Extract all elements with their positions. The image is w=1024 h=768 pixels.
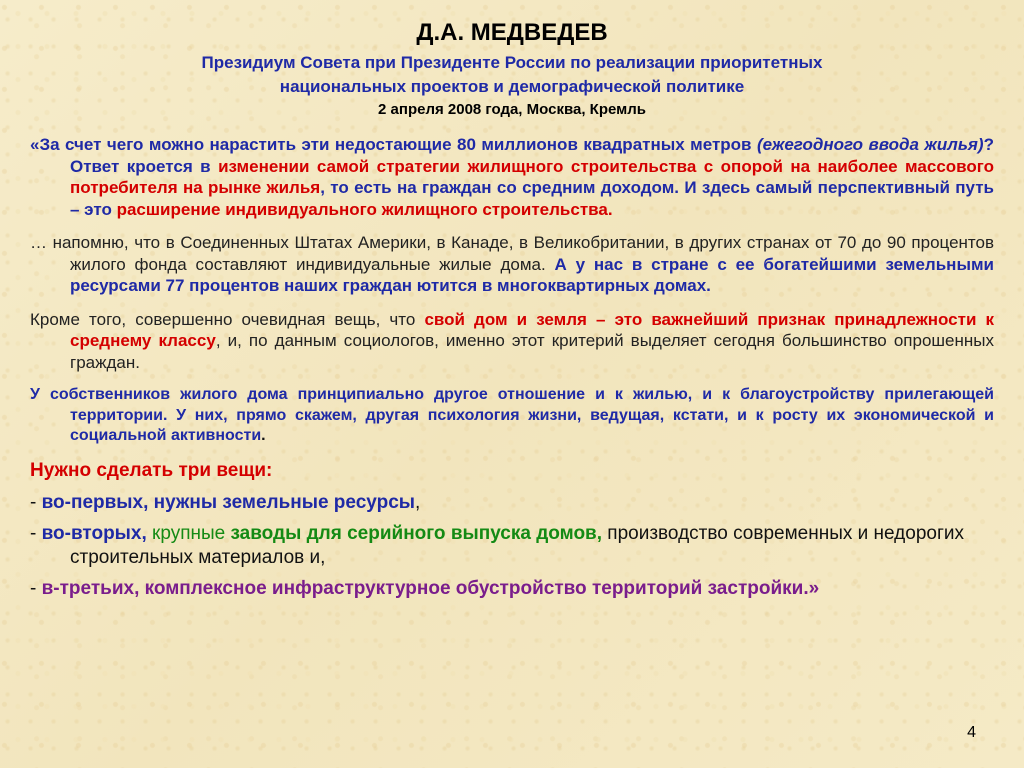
paragraph-foreign-housing <box>30 232 994 297</box>
subtitle-line-1: Президиум Совета при Президенте России по реализации приоритетных <box>201 53 823 72</box>
p1-text-c: ? Ответ кроется в <box>70 135 994 176</box>
p1-text-e: , то есть на граждан со средним доходом. И здесь самый перспективный путь – это <box>70 178 994 219</box>
list-item-first <box>30 491 994 515</box>
item3-text-b: .» <box>803 577 820 599</box>
paragraph-middle-class <box>30 309 994 374</box>
item3-dash: - <box>30 577 42 599</box>
p4-text-a: У собственников жилого дома принципиально другое отношение и к жилью, и к благоустройству прилегающей территории. У них, прямо скажем, другая психология жизни, ведущая, кстати, и к росту их экономической и социальной активности <box>30 386 994 444</box>
three-things-list <box>30 459 994 601</box>
p1-text-a: «За счет чего можно нарастить эти недостающие 80 миллионов квадратных метров <box>30 135 757 154</box>
p2-text-b: А у нас в стране с ее богатейшими земельными ресурсами 77 процентов наших граждан ютится в многоквартирных домах. <box>70 254 994 295</box>
paragraph-strategy <box>30 134 994 220</box>
three-things-heading: Нужно сделать три вещи: <box>30 459 273 481</box>
p1-text-f: расширение индивидуального жилищного строительства. <box>116 199 613 219</box>
item1-dash: - <box>30 491 42 513</box>
item2-text-a: во-вторых, <box>41 522 147 544</box>
p2-text-a: … напомню, что в Соединенных Штатах Америки, в Канаде, в Великобритании, в других странах от 70 до 90 процентов жилого фонда составляют индивидуальные жилые дома. <box>30 233 994 274</box>
item1-text-b: , <box>415 491 421 513</box>
item3-text-a: в-третьих, комплексное инфраструктурное обустройство территорий застройки <box>41 577 804 599</box>
paragraph-homeowners <box>30 385 994 447</box>
p1-text-d: изменении самой стратегии жилищного строительства с опорой на наиболее массового потребителя на рынке жилья <box>70 156 995 197</box>
p1-text-b: (ежегодного ввода жилья) <box>756 135 984 154</box>
page-number: 4 <box>967 724 976 741</box>
item2-dash: - <box>30 522 42 544</box>
p3-text-a: Кроме того, совершенно очевидная вещь, что <box>30 309 425 329</box>
item1-text-a: во-первых, нужны земельные ресурсы <box>41 491 416 513</box>
subtitle-line-2: национальных проектов и демографической политике <box>279 77 745 96</box>
p4-text-b: . <box>261 427 266 444</box>
slide-title: Д.А. МЕДВЕДЕВ <box>416 19 608 46</box>
dateline: 2 апреля 2008 года, Москва, Кремль <box>378 101 646 118</box>
item2-text-c: заводы для серийного выпуска домов, <box>230 522 603 544</box>
item2-text-d: производство современных и недорогих строительных материалов и, <box>70 522 965 568</box>
slide-header <box>30 18 994 121</box>
list-item-third <box>30 577 994 601</box>
item2-text-b: крупные <box>146 522 231 544</box>
quote-body <box>30 134 994 608</box>
list-item-second <box>30 522 994 570</box>
p3-text-b: свой дом и земля – это важнейший признак принадлежности к среднему классу <box>70 309 994 350</box>
slide-subtitle <box>30 51 994 99</box>
p3-text-c: , и, по данным социологов, именно этот критерий выделяет сегодня большинство опрошенных граждан. <box>70 331 994 372</box>
